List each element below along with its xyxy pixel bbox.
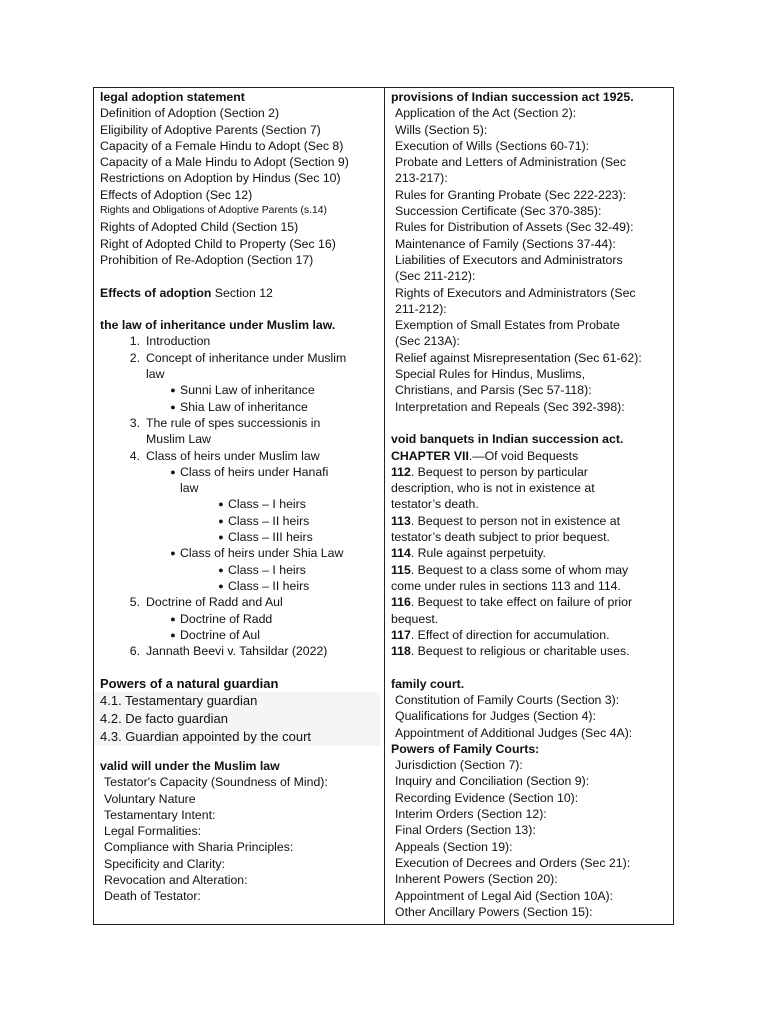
- bullet-item: ● Class of heirs under Hanafi: [170, 464, 329, 479]
- succession-item: Maintenance of Family (Sections 37-44):: [395, 236, 616, 251]
- succession-item: (Sec 211-212):: [395, 269, 476, 284]
- chapter-line: CHAPTER VII.—Of void Bequests: [391, 448, 579, 463]
- guardian-list: [94, 692, 380, 746]
- section-112: 112. Bequest to person by particular: [391, 464, 588, 479]
- succession-item: 213-217):: [395, 171, 448, 186]
- succession-item: Exemption of Small Estates from Probate: [395, 318, 620, 333]
- section-118: 118. Bequest to religious or charitable uses.: [391, 644, 630, 659]
- will-item: Specificity and Clarity:: [104, 856, 225, 871]
- family-power-item: Execution of Decrees and Orders (Sec 21):: [395, 855, 631, 870]
- succession-item: Rights of Executors and Administrators (Sec: [395, 285, 636, 300]
- bullet-item: ● Doctrine of Radd: [170, 611, 273, 626]
- succession-item: Wills (Section 5):: [395, 122, 488, 137]
- adoption-item: Definition of Adoption (Section 2): [100, 106, 280, 121]
- adoption-item: Prohibition of Re-Adoption (Section 17): [100, 252, 314, 267]
- will-heading: valid will under the Muslim law: [100, 758, 280, 773]
- family-power-item: Jurisdiction (Section 7):: [395, 758, 523, 773]
- succession-item: (Sec 213A):: [395, 334, 460, 349]
- adoption-item: Right of Adopted Child to Property (Sec 16): [100, 236, 336, 251]
- family-power-item: Inquiry and Conciliation (Section 9):: [395, 774, 590, 789]
- succession-item: Application of the Act (Section 2):: [395, 106, 577, 121]
- sub-bullet-item: ● Class – I heirs: [218, 497, 306, 512]
- succession-item: Christians, and Parsis (Sec 57-118):: [395, 383, 592, 398]
- succession-item: Execution of Wills (Sections 60-71):: [395, 138, 590, 153]
- succession-item: Probate and Letters of Administration (Sec: [395, 155, 627, 170]
- family-power-item: Inherent Powers (Section 20):: [395, 872, 558, 887]
- sub-bullet-item: ● Class – II heirs: [218, 513, 310, 528]
- succession-heading: provisions of Indian succession act 1925.: [391, 90, 634, 104]
- succession-item: Succession Certificate (Sec 370-385):: [395, 204, 602, 219]
- section-112-cont: testator’s death.: [391, 497, 479, 512]
- adoption-item: Rights and Obligations of Adoptive Parents (s.14): [100, 205, 327, 217]
- section-116-cont: bequest.: [391, 611, 439, 626]
- adoption-item: Capacity of a Male Hindu to Adopt (Section 9): [100, 155, 349, 170]
- bullet-item: ● Sunni Law of inheritance: [170, 383, 315, 398]
- effects-rest: Section 12: [211, 285, 273, 300]
- adoption-item: Rights of Adopted Child (Section 15): [100, 220, 299, 235]
- family-power-item: Final Orders (Section 13):: [395, 823, 536, 838]
- family-item: Constitution of Family Courts (Section 3):: [395, 692, 620, 707]
- family-item: Qualifications for Judges (Section 4):: [395, 709, 596, 724]
- list-item-cont: Muslim Law: [146, 432, 211, 447]
- effects-bold: Effects of adoption: [100, 285, 212, 300]
- will-item: Testator's Capacity (Soundness of Mind):: [104, 775, 328, 790]
- adoption-heading: legal adoption statement: [100, 90, 245, 104]
- adoption-item: Effects of Adoption (Sec 12): [100, 187, 253, 202]
- list-item: 6. Jannath Beevi v. Tahsildar (2022): [129, 644, 328, 659]
- guardian-heading: Powers of a natural guardian: [100, 675, 279, 691]
- sub-bullet-item: ● Class – III heirs: [218, 530, 313, 545]
- sub-bullet-item: ● Class – II heirs: [218, 578, 310, 593]
- succession-item: Special Rules for Hindus, Muslims,: [395, 367, 585, 382]
- will-item: Compliance with Sharia Principles:: [104, 840, 294, 855]
- guardian-item: 4.2. De facto guardian: [100, 710, 228, 726]
- powers-heading: Powers of Family Courts:: [391, 741, 540, 756]
- family-power-item: Appeals (Section 19):: [395, 839, 513, 854]
- will-item: Revocation and Alteration:: [104, 873, 248, 888]
- family-item: Appointment of Additional Judges (Sec 4A):: [395, 725, 633, 740]
- succession-item: Rules for Distribution of Assets (Sec 32-49):: [395, 220, 634, 235]
- bullet-item-cont: law: [180, 481, 199, 496]
- section-113-cont: testator’s death subject to prior bequest.: [391, 530, 610, 545]
- will-item: Legal Formalities:: [104, 824, 202, 839]
- left-column: [94, 88, 385, 924]
- section-116: 116. Bequest to take effect on failure of prior: [391, 595, 633, 610]
- bullet-item: ● Class of heirs under Shia Law: [170, 546, 344, 561]
- family-power-item: Appointment of Legal Aid (Section 10A):: [395, 888, 614, 903]
- list-item: 5. Doctrine of Radd and Aul: [129, 595, 283, 610]
- section-117: 117. Effect of direction for accumulation.: [391, 627, 610, 642]
- right-column: [385, 88, 673, 924]
- list-item-cont: law: [146, 367, 165, 382]
- list-item: 4. Class of heirs under Muslim law: [129, 448, 320, 463]
- list-item: 3. The rule of spes successionis in: [129, 415, 321, 430]
- bullet-item: ● Doctrine of Aul: [170, 627, 260, 642]
- guardian-item: 4.1. Testamentary guardian: [100, 692, 258, 708]
- section-114: 114. Rule against perpetuity.: [391, 546, 546, 561]
- succession-item: Relief against Misrepresentation (Sec 61-62):: [395, 350, 642, 365]
- adoption-item: Capacity of a Female Hindu to Adopt (Sec 8): [100, 138, 344, 153]
- succession-item: Rules for Granting Probate (Sec 222-223):: [395, 187, 627, 202]
- family-heading: family court.: [391, 676, 465, 691]
- sub-bullet-item: ● Class – I heirs: [218, 562, 306, 577]
- notes-table: [93, 87, 674, 925]
- section-113: 113. Bequest to person not in existence at: [391, 513, 621, 528]
- list-item: 1. Introduction: [129, 334, 211, 349]
- inheritance-heading: the law of inheritance under Muslim law.: [100, 318, 336, 333]
- adoption-item: Restrictions on Adoption by Hindus (Sec 10): [100, 171, 341, 186]
- section-112-cont: description, who is not in existence at: [391, 481, 595, 496]
- succession-item: Interpretation and Repeals (Sec 392-398):: [395, 399, 625, 414]
- effects-line: [100, 285, 380, 301]
- will-item: Voluntary Nature: [104, 791, 196, 806]
- will-item: Testamentary Intent:: [104, 807, 216, 822]
- list-item: 2. Concept of inheritance under Muslim: [129, 350, 347, 365]
- family-power-item: Recording Evidence (Section 10):: [395, 790, 579, 805]
- bullet-item: ● Shia Law of inheritance: [170, 399, 308, 414]
- succession-item: 211-212):: [395, 301, 447, 316]
- void-heading: void banquets in Indian succession act.: [391, 432, 624, 447]
- section-115-cont: come under rules in sections 113 and 114.: [391, 578, 621, 593]
- guardian-item: 4.3. Guardian appointed by the court: [100, 728, 312, 744]
- succession-item: Liabilities of Executors and Administrators: [395, 252, 623, 267]
- section-115: 115. Bequest to a class some of whom may: [391, 562, 629, 577]
- family-power-item: Interim Orders (Section 12):: [395, 807, 547, 822]
- will-item: Death of Testator:: [104, 889, 201, 904]
- family-power-item: Other Ancillary Powers (Section 15):: [395, 904, 593, 919]
- adoption-item: Eligibility of Adoptive Parents (Section 7): [100, 122, 321, 137]
